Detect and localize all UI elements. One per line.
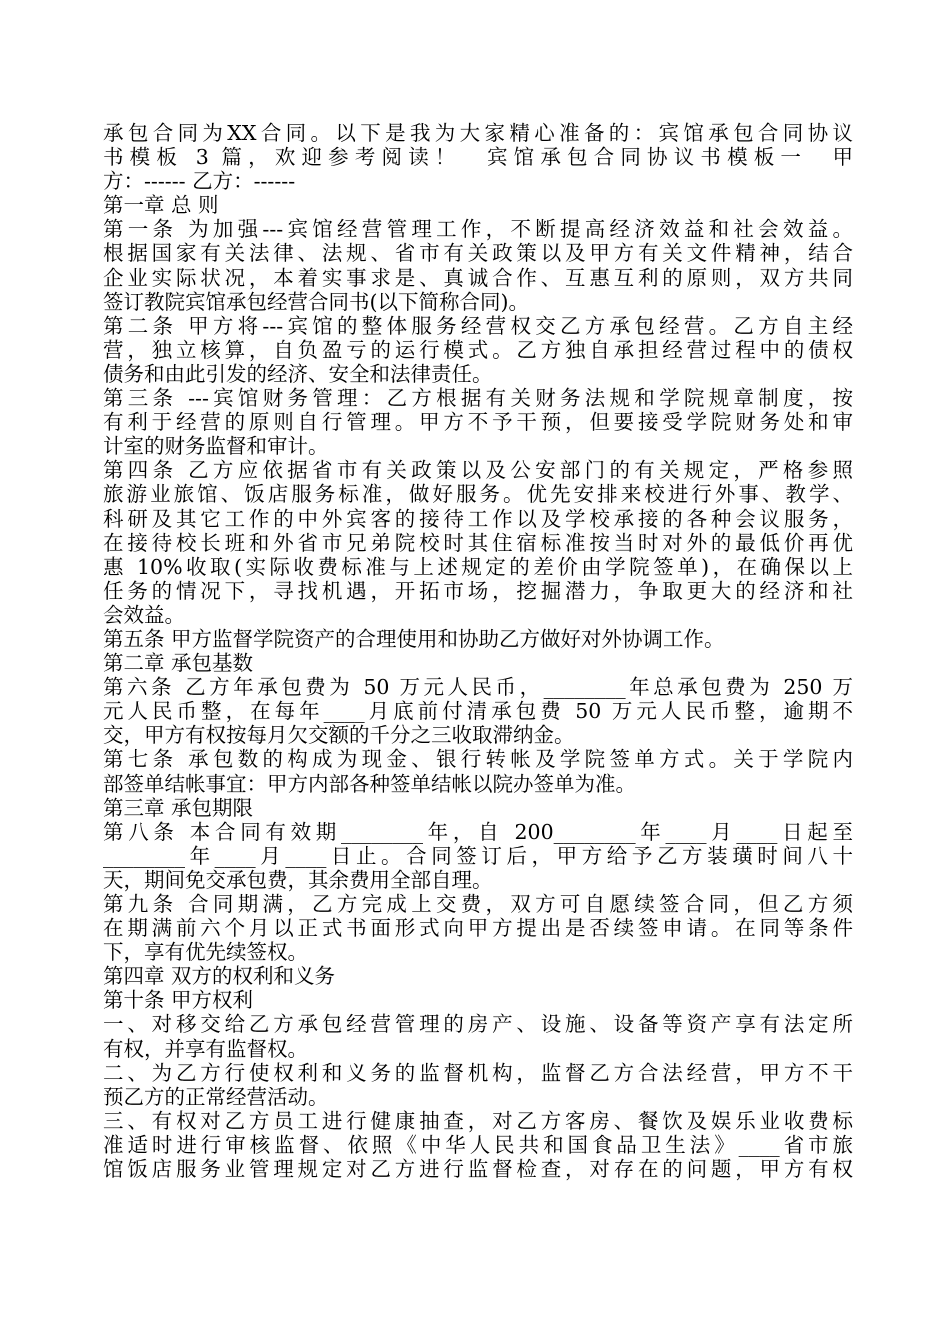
text-line: 第五条 甲方监督学院资产的合理使用和协助乙方做好对外协调工作。	[103, 626, 725, 651]
text-line: 三、有权对乙方员工进行健康抽查，对乙方客房、餐饮及娱乐业收费标	[103, 1108, 853, 1133]
text-line: 任务的情况下，寻找机遇，开拓市场，挖掘潜力，争取更大的经济和社	[103, 578, 853, 603]
text-line: 计室的财务监督和审计。	[103, 434, 329, 459]
text-line: 企业实际状况，本着实事求是、真诚合作、互惠互利的原则，双方共同	[103, 265, 853, 290]
text-line: 交，甲方有权按每月欠交额的千分之三收取滞纳金。	[103, 723, 575, 748]
text-line: 有利于经营的原则自行管理。甲方不予干预，但要接受学院财务处和审	[103, 410, 853, 435]
text-line: 旅游业旅馆、饭店服务标准，做好服务。优先安排来校进行外事、教学、	[103, 482, 853, 507]
chapter-heading: 第二章 承包基数	[103, 651, 254, 676]
text-line: 第二条 甲方将---宾馆的整体服务经营权交乙方承包经营。乙方自主经	[103, 313, 853, 338]
text-line: 书模板 3 篇，欢迎参考阅读！ 宾馆承包合同协议书模板一 甲	[103, 145, 853, 170]
text-line: 债务和由此引发的经济、安全和法律责任。	[103, 361, 493, 386]
text-line: 有权，并享有监督权。	[103, 1036, 308, 1061]
article-heading: 第十条 甲方权利	[103, 988, 254, 1013]
text-line: 第三条 ---宾馆财务管理：乙方根据有关财务法规和学院规章制度，按	[103, 386, 853, 411]
chapter-heading: 第四章 双方的权利和义务	[103, 964, 336, 989]
text-line: 惠 10%收取(实际收费标准与上述规定的差价由学院签单)，在确保以上	[103, 554, 853, 579]
text-line: 会效益。	[103, 602, 185, 627]
text-line: 第四条 乙方应依据省市有关政策以及公安部门的有关规定，严格参照	[103, 458, 853, 483]
text-line: 一、对移交给乙方承包经营管理的房产、设施、设备等资产享有法定所	[103, 1012, 853, 1037]
text-line: 根据国家有关法律、法规、省市有关政策以及甲方有关文件精神，结合	[103, 241, 853, 266]
text-line: 签订教院宾馆承包经营合同书(以下简称合同)。	[103, 289, 529, 314]
text-line: 第七条 承包数的构成为现金、银行转帐及学院签单方式。关于学院内	[103, 747, 853, 772]
chapter-heading: 第一章 总 则	[103, 193, 219, 218]
text-line: 二、为乙方行使权利和义务的监督机构，监督乙方合法经营，甲方不干	[103, 1060, 853, 1085]
text-line: 部签单结帐事宜：甲方内部各种签单结帐以院办签单为准。	[103, 771, 636, 796]
text-line: 天，期间免交承包费，其余费用全部自理。	[103, 867, 493, 892]
text-line: 下，享有优先续签权。	[103, 940, 308, 965]
text-line: 承包合同为XX合同。以下是我为大家精心准备的：宾馆承包合同协议	[103, 121, 853, 145]
text-line: 第六条 乙方年承包费为 50 万元人民币，________年总承包费为 250 万	[103, 675, 853, 700]
text-line: 第一条 为加强---宾馆经营管理工作，不断提高经济效益和社会效益。	[103, 217, 853, 242]
chapter-heading: 第三章 承包期限	[103, 795, 254, 820]
text-line: 科研及其它工作的中外宾客的接待工作以及学校承接的各种会议服务，	[103, 506, 853, 531]
text-line: 准适时进行审核监督、依照《中华人民共和国食品卫生法》____省市旅	[103, 1132, 853, 1157]
text-line: ________年____月____日止。合同签订后，甲方给予乙方装璜时间八十	[103, 843, 853, 868]
text-line: 预乙方的正常经营活动。	[103, 1084, 329, 1109]
text-line: 在接待校长班和外省市兄弟院校时其住宿标准按当时对外的最低价再优	[103, 530, 853, 555]
document-page	[103, 121, 853, 1181]
text-line: 第九条 合同期满，乙方完成上交费，双方可自愿续签合同，但乙方须	[103, 892, 853, 916]
text-line: 方：------ 乙方：------	[103, 169, 296, 194]
text-line: 在期满前六个月以正式书面形式向甲方提出是否续签申请。在同等条件	[103, 916, 853, 941]
text-line: 馆饭店服务业管理规定对乙方进行监督检查，对存在的问题，甲方有权	[103, 1157, 853, 1182]
text-line: 元人民币整，在每年____月底前付清承包费 50 万元人民币整，逾期不	[103, 699, 853, 724]
text-line: 第八条 本合同有效期________年，自 200________年____月____日起至	[103, 819, 853, 844]
text-line: 营，独立核算，自负盈亏的运行模式。乙方独自承担经营过程中的债权	[103, 337, 853, 362]
